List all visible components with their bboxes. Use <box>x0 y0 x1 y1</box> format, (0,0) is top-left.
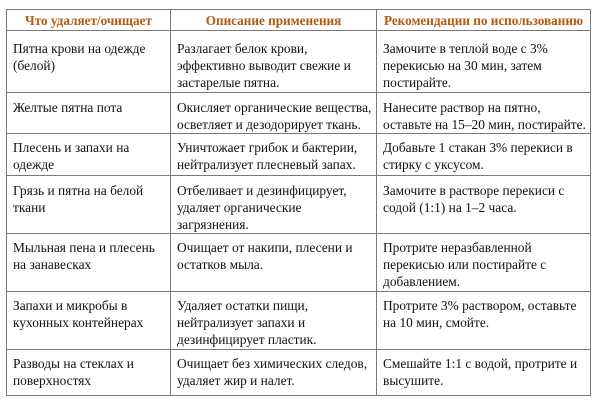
table-row <box>7 292 591 350</box>
table-row <box>7 134 591 176</box>
cell-description: Окисляет органические вещества, осветляет и дезодорирует ткань. <box>171 93 377 134</box>
header-target: Что удаляет/очищает <box>7 10 171 31</box>
document-sheet <box>6 9 590 393</box>
cell-description: Разлагает белок крови, эффективно выводит свежие и застарелые пятна. <box>171 31 377 93</box>
cell-description: Удаляет остатки пищи, нейтрализует запахи и дезинфицирует пластик. <box>171 292 377 350</box>
cell-target: Грязь и пятна на белой ткани <box>7 176 171 234</box>
header-description: Описание применения <box>171 10 377 31</box>
cell-target: Мыльная пена и плесень на занавесках <box>7 234 171 292</box>
cell-recommendation: Нанесите раствор на пятно, оставьте на 15–20 мин, постирайте. <box>377 93 591 134</box>
cell-recommendation: Замочите в растворе перекиси с содой (1:1) на 1–2 часа. <box>377 176 591 234</box>
cell-recommendation: Смешайте 1:1 с водой, протрите и высушите. <box>377 350 591 396</box>
cell-target: Разводы на стеклах и поверхностях <box>7 350 171 396</box>
cell-description: Отбеливает и дезинфицирует, удаляет органические загрязнения. <box>171 176 377 234</box>
cell-description: Очищает без химических следов, удаляет жир и налет. <box>171 350 377 396</box>
cell-description: Очищает от накипи, плесени и остатков мыла. <box>171 234 377 292</box>
cell-target: Плесень и запахи на одежде <box>7 134 171 176</box>
cell-recommendation: Протрите неразбавленной перекисью или постирайте с добавлением. <box>377 234 591 292</box>
hydrogen-peroxide-uses-table <box>6 9 591 396</box>
cell-target: Желтые пятна пота <box>7 93 171 134</box>
table-row <box>7 31 591 93</box>
cell-recommendation: Замочите в теплой воде с 3% перекисью на 30 мин, затем постирайте. <box>377 31 591 93</box>
cell-target: Пятна крови на одежде (белой) <box>7 31 171 93</box>
table-row <box>7 350 591 396</box>
table-header-row <box>7 10 591 31</box>
table-row <box>7 234 591 292</box>
cell-recommendation: Протрите 3% раствором, оставьте на 10 мин, смойте. <box>377 292 591 350</box>
table-row <box>7 93 591 134</box>
table-row <box>7 176 591 234</box>
cell-recommendation: Добавьте 1 стакан 3% перекиси в стирку с уксусом. <box>377 134 591 176</box>
cell-description: Уничтожает грибок и бактерии, нейтрализует плесневый запах. <box>171 134 377 176</box>
cell-target: Запахи и микробы в кухонных контейнерах <box>7 292 171 350</box>
header-recommendation: Рекомендации по использованию <box>377 10 591 31</box>
